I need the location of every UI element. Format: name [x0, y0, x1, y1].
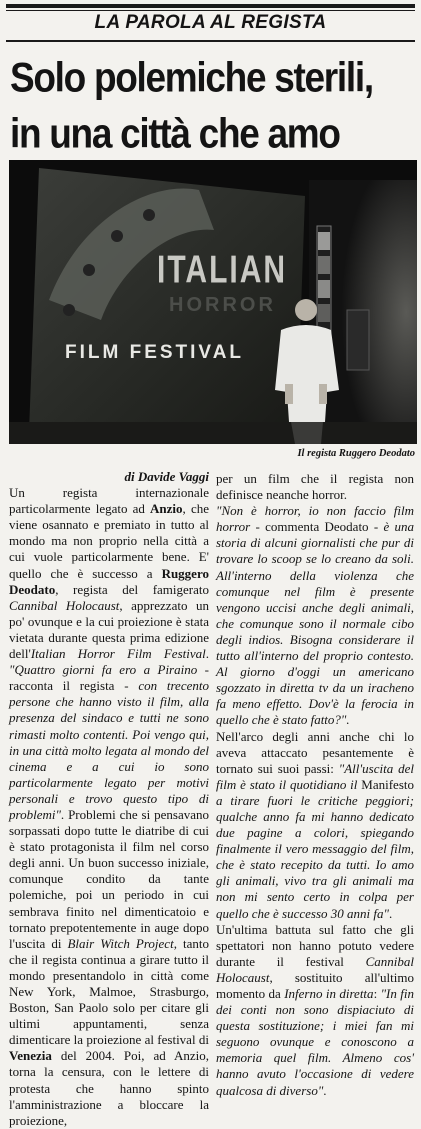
text-run: . Problemi che si pensavano sorpassati dopo tutte le diatribe di cui è stato protagonista il film nel corso degli anni. Un buon successo iniziale, comunque condito da tante polemiche, poi un periodo in cui sembrava finito nel dimenticatoio e tornato prepotentemente in auge dopo l'uscita di [9, 806, 209, 951]
quote: "Quattro giorni fa ero a Piraino [9, 662, 198, 678]
text-run: , regista del famigerato [55, 581, 209, 597]
kicker-rule [6, 40, 415, 42]
article-photo [9, 160, 417, 444]
text-run: . [388, 905, 393, 921]
byline: di Davide Vaggi [124, 469, 209, 484]
column-2-paragraph-1: per un film che il regista non definisce neanche horror. [216, 471, 414, 503]
newspaper-name: Manifesto [361, 776, 414, 792]
director-name: Ruggero Deodato [9, 565, 209, 597]
top-rule-thick [6, 4, 415, 8]
quote: "All'uscita del film è stato il quotidiano il [216, 760, 414, 792]
headline-line-1: Solo polemiche sterili, [10, 54, 373, 101]
text-run: , apprezzato un po' ovunque e la cui proiezione è stata vietata durante questa prima edizione dell' [9, 597, 209, 662]
film-title: Blair Witch Project [67, 935, 174, 951]
column-2-paragraph-2 [216, 503, 414, 728]
screen-text-italian: ITALIAN [157, 248, 288, 292]
text-run: , tanto che il regista continua a girare tutto il mondo presentandolo in città come New York, Malmoe, Strasburgo, Boston, San Paolo solo per citare gli ultimi appuntamenti, senza dimenticare la proiezione al festival di [9, 935, 209, 1048]
text-run: Un regista internazionale particolarmente legato ad [9, 485, 209, 517]
festival-name: Italian Horror Film Festival [30, 646, 206, 662]
quote: è una storia di alcuni giornalisti che pur di trovare lo scoop se lo creano da soli. All'interno della violenza che comunque nel film è presente vengono uccisi anche degli animali, che comunque sono il normale cibo degli indios. Bisogna considerare il tutto all'interno del proprio contesto. Al giorno d'oggi un americano sgozzato in diretta tv da un iracheno fa meno effetto. Dov'è la ferocia in quello che è stato fatto?". [216, 519, 415, 728]
film-title: Inferno in diretta [284, 986, 374, 1001]
column-2-paragraph-3 [216, 729, 414, 922]
text-run: : [373, 986, 381, 1001]
article-column-2 [216, 471, 414, 1099]
text-run: - racconta il regista - [9, 662, 209, 694]
quote: "In fin dei conti non sono dispiaciuto di questa sostituzione; i miei fan mi seguono ovunque e conoscono a memoria quel film. Almeno cos' hanno avuto l'occasione di vedere qualcosa di diverso" [216, 986, 414, 1098]
place-venezia: Venezia [9, 1048, 52, 1064]
article-column-1 [9, 469, 209, 1129]
headline-line-2: in una città che amo [10, 110, 340, 157]
quote: "Non è horror, io non faccio film horror [216, 503, 414, 535]
quote: con trecento persone che hanno visto il film, alla presenza del sindaco e tutti ne sono rimasti molto contenti. Poi vengo qui, in una città molto legata al mondo del cinema e a cui io sono particolarmente legato per motivi personali e trovo questo tipo di problemi" [9, 678, 209, 822]
quote: a tirare fuori le critiche peggiori; qualche anno fa mi hanno dedicato due pagine a colori, spiegando finalmente il vero messaggio del film, che è stato recepito da tutti. Io amo gli animali, vivo tra gli animali ma non mi sento certo in colpa per quello che è successo 30 anni fa" [216, 792, 414, 921]
text-run: Un'ultima battuta sul fatto che gli spettatori non hanno potuto vedere durante il festival [216, 921, 414, 969]
text-run: , che viene osannato e premiato in tutto al mondo ma non proprio nella città a cui vuole particolarmente bene. E' quello che è successo a [9, 501, 209, 581]
headline [10, 50, 415, 162]
text-run: . [323, 1082, 327, 1098]
text-run: del 2004. Poi, ad Anzio, torna la censura, con le lettere di protesta che hanno spinto l'amministrazione a bloccare la proiezione, [9, 1048, 209, 1128]
text-run: Nell'arco degli anni anche chi lo aveva attaccato pesantemente è tornato sui suoi passi: [216, 728, 414, 776]
column-1-paragraph [9, 485, 209, 1129]
film-title: Cannibal Holocaust [9, 597, 120, 613]
text-run: , sostituito all'ultimo momento da [216, 969, 414, 1001]
column-2-paragraph-4 [216, 922, 414, 1099]
screen-text-horror: HORROR [169, 294, 276, 316]
photo-caption: Il regista Ruggero Deodato [297, 448, 415, 459]
film-title: Cannibal Holocaust [216, 953, 414, 985]
section-kicker: LA PAROLA AL REGISTA [94, 12, 327, 33]
top-rule-thin [6, 10, 415, 11]
text-run: - commenta Deodato - [250, 519, 384, 535]
text-run: . [205, 646, 209, 662]
place-anzio: Anzio [150, 501, 183, 517]
screen-text-film-festival: FILM FESTIVAL [65, 342, 245, 363]
